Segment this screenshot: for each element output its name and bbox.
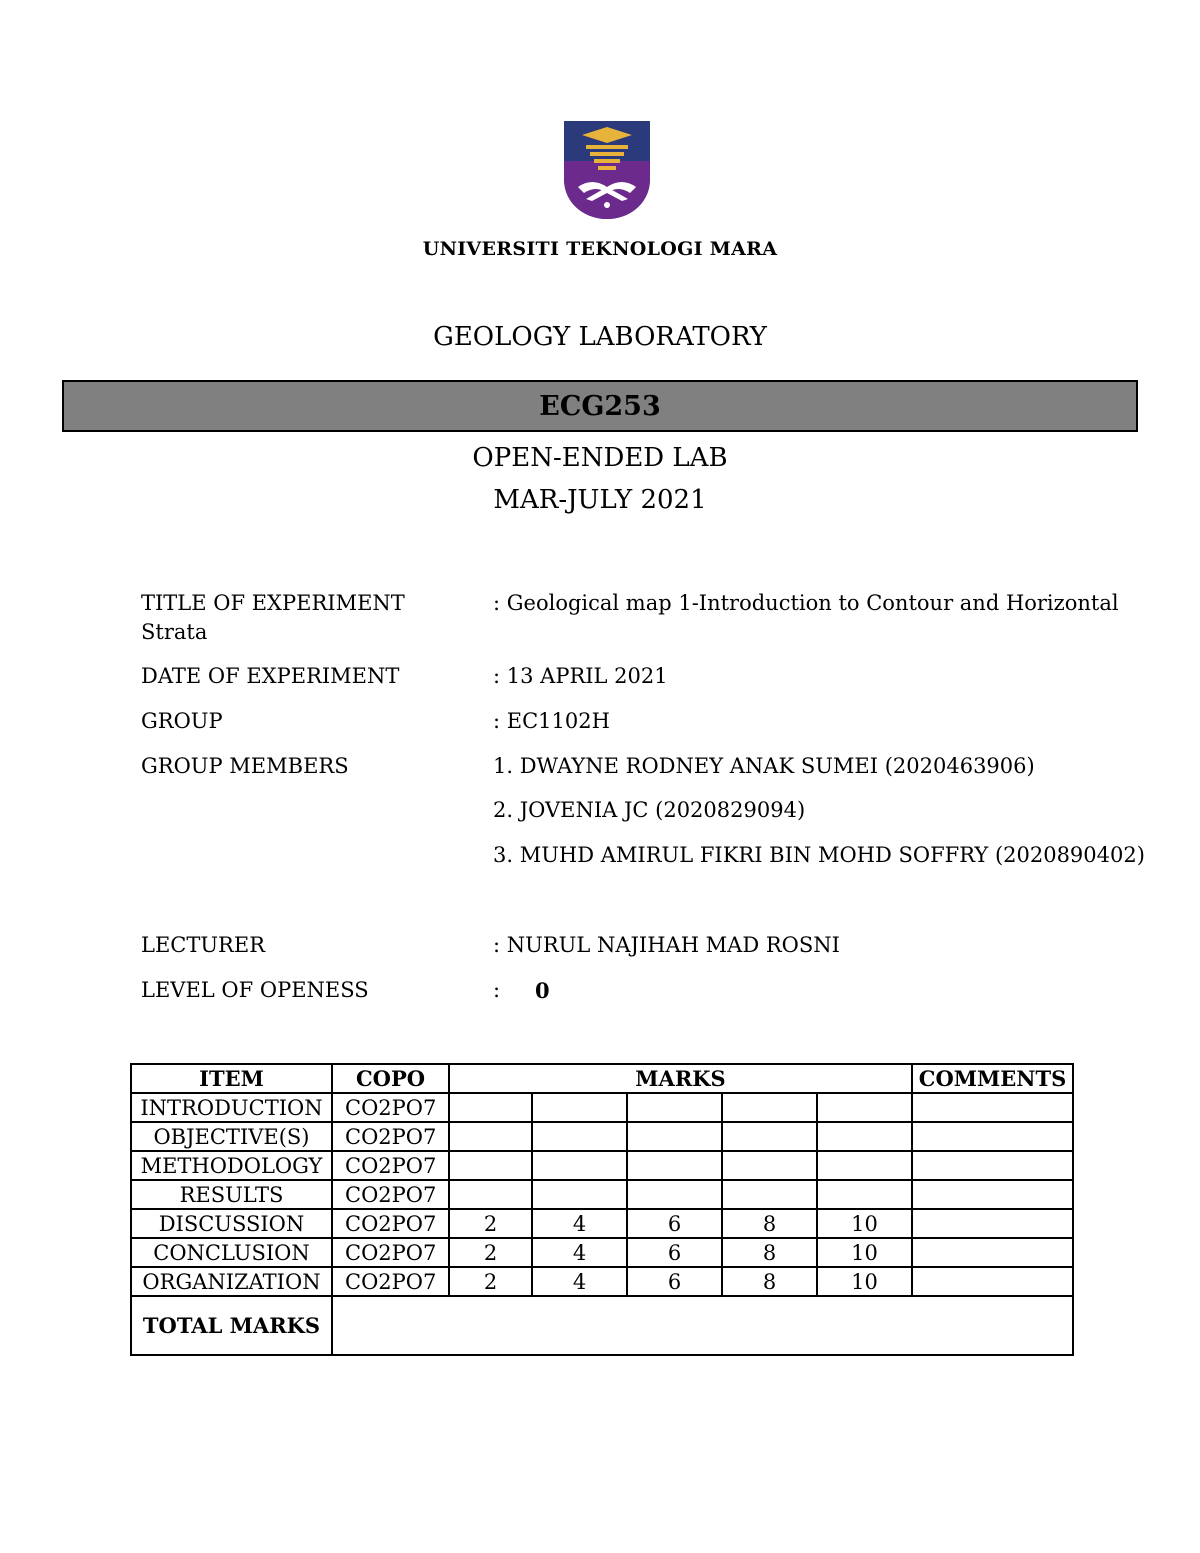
item-cell: METHODOLOGY [131,1151,332,1180]
mark-cell [532,1122,627,1151]
mark-cell [627,1151,722,1180]
mark-cell [449,1093,532,1122]
mark-cell: 8 [722,1267,817,1296]
table-row [131,1122,1073,1151]
table-row [131,1180,1073,1209]
group-label: GROUP [141,709,223,733]
table-row [131,1209,1073,1238]
comment-cell [912,1180,1073,1209]
table-header-row [131,1064,1073,1093]
mark-cell [449,1180,532,1209]
comment-cell [912,1122,1073,1151]
header-copo: COPO [332,1064,449,1093]
mark-cell: 10 [817,1238,912,1267]
title-label-line1: TITLE OF EXPERIMENT [141,591,405,615]
item-cell: INTRODUCTION [131,1093,332,1122]
mark-cell [722,1093,817,1122]
mark-cell [722,1180,817,1209]
mark-cell [627,1180,722,1209]
comment-cell [912,1151,1073,1180]
mark-cell: 8 [722,1238,817,1267]
mark-cell: 8 [722,1209,817,1238]
table-row [131,1238,1073,1267]
mark-cell [817,1151,912,1180]
header-item: ITEM [131,1064,332,1093]
member-3: 3. MUHD AMIRUL FIKRI BIN MOHD SOFFRY (2020890402) [493,843,1145,867]
mark-cell [817,1180,912,1209]
item-cell: CONCLUSION [131,1238,332,1267]
copo-cell: CO2PO7 [332,1093,449,1122]
title-label [141,589,405,647]
mark-cell [627,1122,722,1151]
mark-cell: 4 [532,1267,627,1296]
total-value-cell [332,1296,1073,1355]
member-2: 2. JOVENIA JC (2020829094) [493,798,806,822]
mark-cell: 4 [532,1238,627,1267]
mark-cell [449,1151,532,1180]
course-code-bar [62,380,1138,432]
item-cell: RESULTS [131,1180,332,1209]
comment-cell [912,1238,1073,1267]
copo-cell: CO2PO7 [332,1238,449,1267]
lecturer-value: : NURUL NAJIHAH MAD ROSNI [493,933,840,957]
mark-cell [722,1122,817,1151]
mark-cell: 2 [449,1238,532,1267]
mark-cell: 6 [627,1209,722,1238]
members-label: GROUP MEMBERS [141,754,349,778]
mark-cell: 10 [817,1209,912,1238]
mark-cell [532,1151,627,1180]
header-marks: MARKS [449,1064,912,1093]
lecturer-label: LECTURER [141,933,266,957]
university-name: UNIVERSITI TEKNOLOGI MARA [422,238,778,260]
date-label: DATE OF EXPERIMENT [141,664,400,688]
member-1: 1. DWAYNE RODNEY ANAK SUMEI (2020463906) [493,754,1035,778]
lab-type: OPEN-ENDED LAB [472,443,728,473]
mark-cell [817,1093,912,1122]
mark-cell [449,1122,532,1151]
mark-cell [532,1093,627,1122]
copo-cell: CO2PO7 [332,1151,449,1180]
mark-cell [722,1151,817,1180]
mark-cell: 6 [627,1267,722,1296]
openess-value: 0 [535,978,550,1003]
course-code: ECG253 [539,390,661,422]
mark-cell [532,1180,627,1209]
comment-cell [912,1267,1073,1296]
title-label-line2: Strata [141,620,208,644]
mark-cell: 2 [449,1267,532,1296]
comment-cell [912,1093,1073,1122]
semester: MAR-JULY 2021 [493,485,707,515]
table-row [131,1151,1073,1180]
copo-cell: CO2PO7 [332,1180,449,1209]
copo-cell: CO2PO7 [332,1122,449,1151]
item-cell: ORGANIZATION [131,1267,332,1296]
mark-cell: 6 [627,1238,722,1267]
lab-title: GEOLOGY LABORATORY [433,322,767,352]
copo-cell: CO2PO7 [332,1209,449,1238]
comment-cell [912,1209,1073,1238]
header-comments: COMMENTS [912,1064,1073,1093]
mark-cell: 10 [817,1267,912,1296]
item-cell: DISCUSSION [131,1209,332,1238]
title-value: : Geological map 1-Introduction to Contour and Horizontal [493,591,1119,615]
mark-cell: 4 [532,1209,627,1238]
copo-cell: CO2PO7 [332,1267,449,1296]
openess-colon: : [493,978,501,1002]
openess-label: LEVEL OF OPENESS [141,978,369,1002]
total-label: TOTAL MARKS [131,1296,332,1355]
total-row [131,1296,1073,1355]
group-value: : EC1102H [493,709,610,733]
table-row [131,1267,1073,1296]
marks-table [130,1063,1074,1356]
mark-cell [817,1122,912,1151]
mark-cell [627,1093,722,1122]
university-logo [564,121,650,219]
table-row [131,1093,1073,1122]
mark-cell: 2 [449,1209,532,1238]
date-value: : 13 APRIL 2021 [493,664,668,688]
item-cell: OBJECTIVE(S) [131,1122,332,1151]
